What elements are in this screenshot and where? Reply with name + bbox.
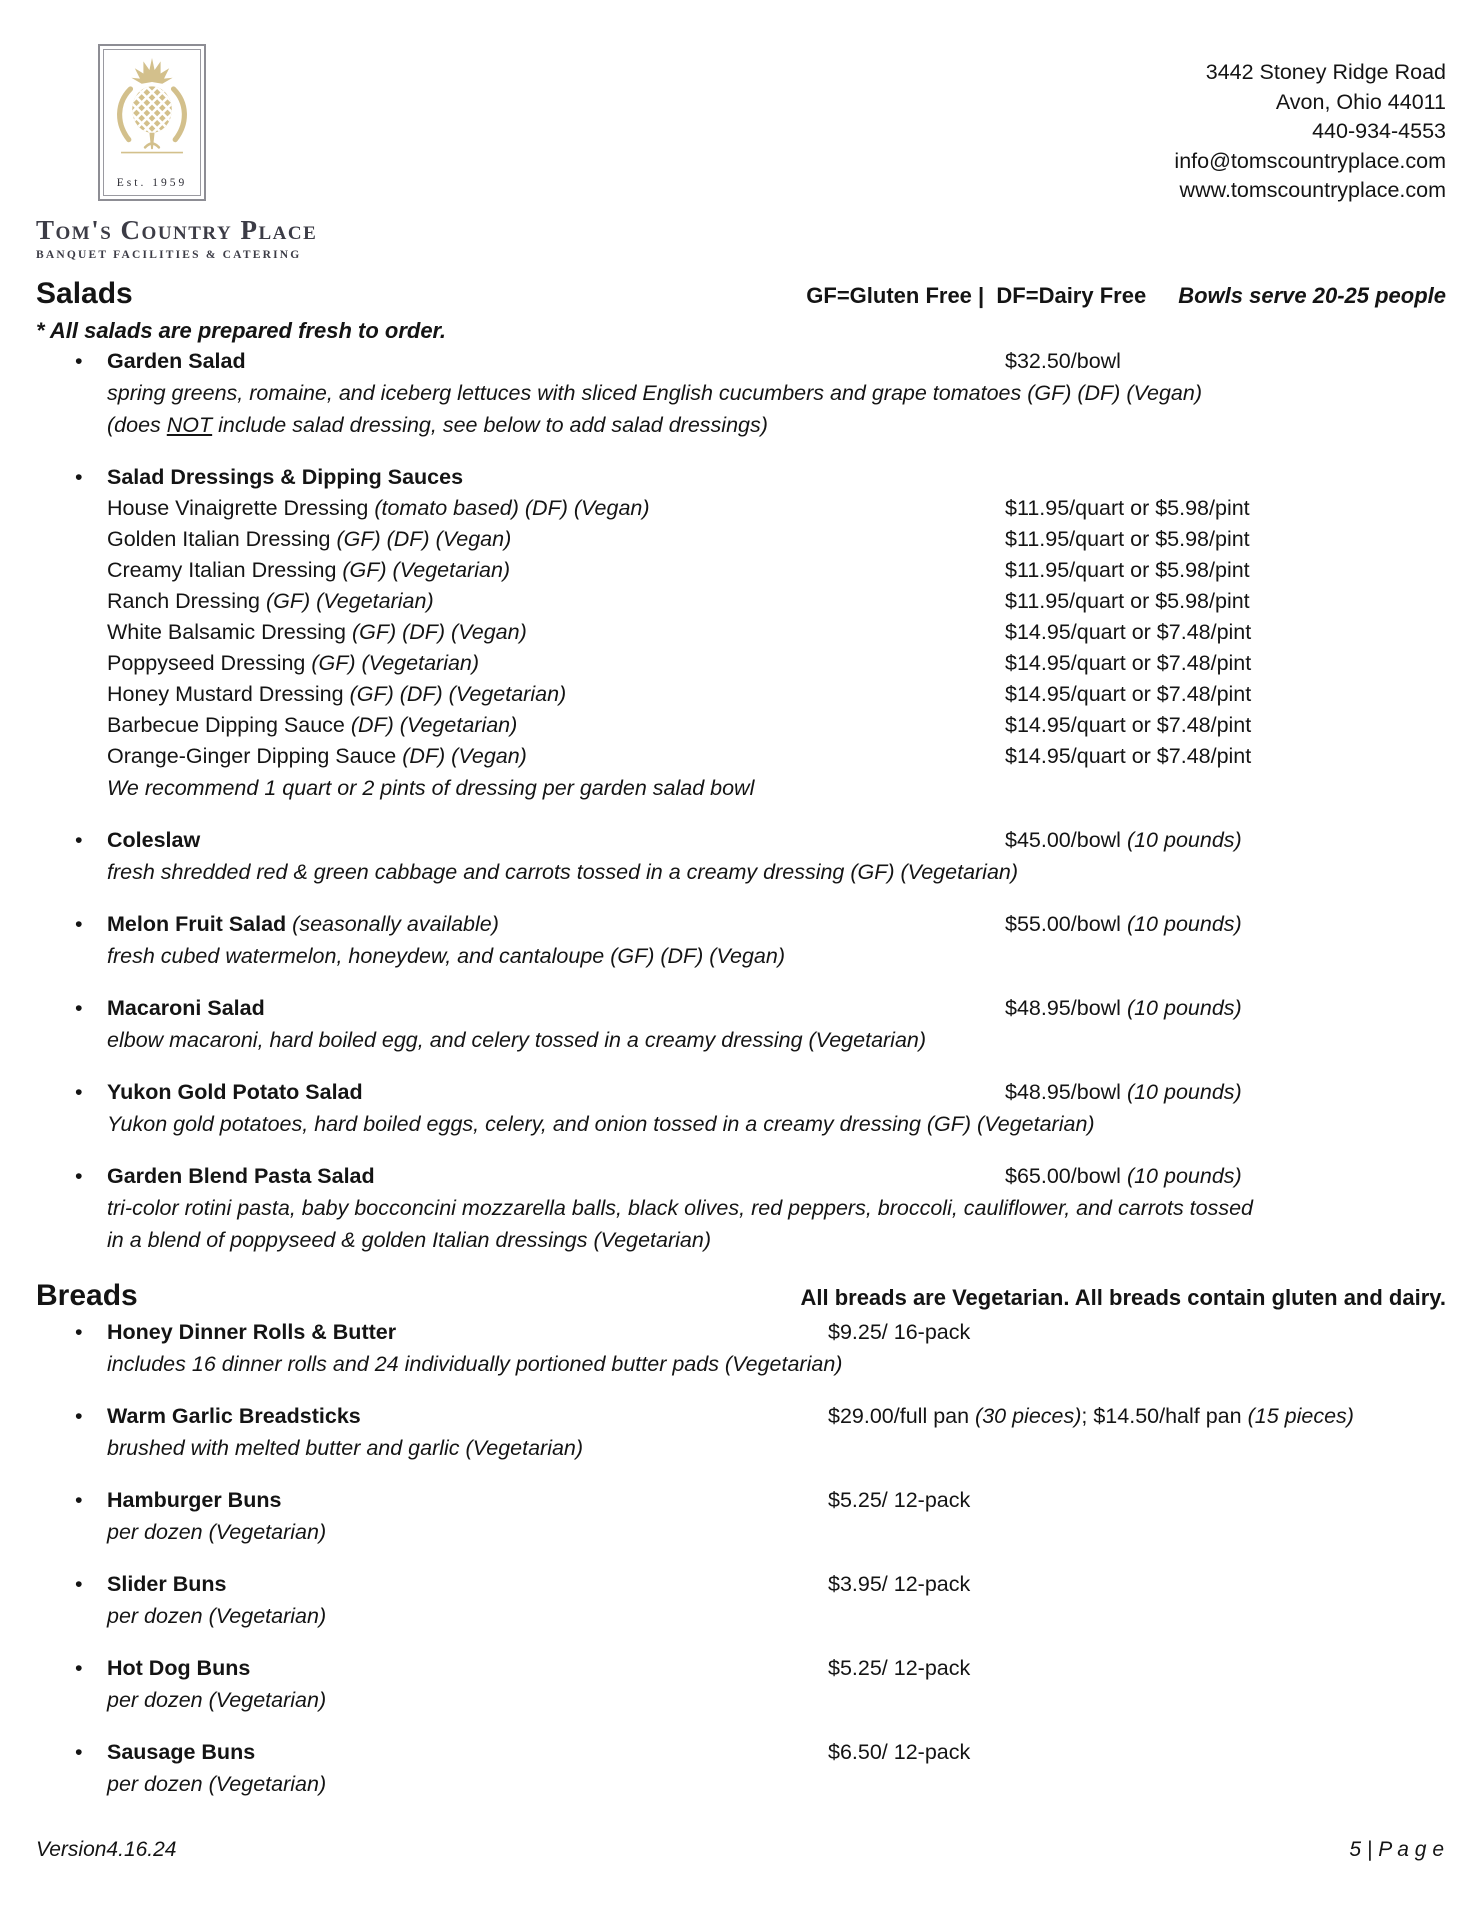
menu-item bbox=[36, 1077, 1446, 1140]
menu-item-price bbox=[828, 1737, 970, 1768]
text-segment: (GF) (Vegetarian) bbox=[311, 651, 480, 675]
text-segment: $3.95/ 12-pack bbox=[828, 1572, 971, 1596]
sub-item-price bbox=[1005, 679, 1251, 710]
sub-item-name bbox=[107, 527, 511, 551]
text-segment: $5.25/ 12-pack bbox=[828, 1656, 971, 1680]
sub-item-name bbox=[107, 682, 566, 706]
bullet-icon bbox=[75, 1317, 83, 1348]
menu-item-name: Slider Buns bbox=[107, 1572, 227, 1596]
text-segment: elbow macaroni, hard boiled egg, and celery tossed in a creamy dressing (Vegetarian) bbox=[107, 1028, 927, 1052]
menu-item-description bbox=[36, 1684, 1446, 1716]
menu-item-row bbox=[36, 1077, 1446, 1108]
text-segment: $11.95/quart or $5.98/pint bbox=[1005, 496, 1250, 520]
text-segment: (GF) (Vegetarian) bbox=[342, 558, 511, 582]
menu-item-description bbox=[36, 1024, 1446, 1056]
text-segment: Honey Mustard Dressing bbox=[107, 682, 350, 706]
menu-item-row bbox=[36, 462, 1446, 493]
menu-item-name: Honey Dinner Rolls & Butter bbox=[107, 1320, 397, 1344]
menu-item bbox=[36, 1569, 1446, 1632]
text-segment: (GF) (DF) (Vegan) bbox=[351, 620, 527, 644]
text-segment: Ranch Dressing bbox=[107, 589, 266, 613]
menu-item-description bbox=[36, 377, 1446, 409]
menu-item-row bbox=[36, 1317, 1446, 1348]
text-segment: Poppyseed Dressing bbox=[107, 651, 312, 675]
text-segment: $11.95/quart or $5.98/pint bbox=[1005, 558, 1250, 582]
text-segment: NOT bbox=[166, 413, 213, 437]
menu-item-row bbox=[36, 1569, 1446, 1600]
text-segment: fresh cubed watermelon, honeydew, and cantaloupe (GF) (DF) (Vegan) bbox=[107, 944, 785, 968]
menu-item-price bbox=[828, 1653, 970, 1684]
menu-item-name: Hot Dog Buns bbox=[107, 1656, 251, 1680]
menu-item-description bbox=[36, 1432, 1446, 1464]
text-segment: (does bbox=[107, 413, 167, 437]
text-segment: ; $14.50/half pan bbox=[1081, 1404, 1248, 1428]
bullet-icon bbox=[75, 1737, 83, 1768]
sub-item-row bbox=[36, 741, 1446, 772]
menu-item-name: Warm Garlic Breadsticks bbox=[107, 1404, 361, 1428]
menu-item-description bbox=[36, 940, 1446, 972]
menu-item-row bbox=[36, 1401, 1446, 1432]
text-segment: Yukon gold potatoes, hard boiled eggs, celery, and onion tossed in a creamy dressing (GF) (Vegetarian) bbox=[107, 1112, 1095, 1136]
menu-item-description bbox=[36, 1600, 1446, 1632]
bullet-icon bbox=[75, 1653, 83, 1684]
text-segment: (15 pieces) bbox=[1247, 1404, 1354, 1428]
text-segment: includes 16 dinner rolls and 24 individually portioned butter pads (Vegetarian) bbox=[107, 1352, 843, 1376]
menu-item-row bbox=[36, 1653, 1446, 1684]
text-segment: $14.95/quart or $7.48/pint bbox=[1005, 744, 1252, 768]
text-segment: per dozen (Vegetarian) bbox=[107, 1688, 327, 1712]
text-segment: $9.25/ 16-pack bbox=[828, 1320, 971, 1344]
menu-item bbox=[36, 1653, 1446, 1716]
sub-item-row bbox=[36, 493, 1446, 524]
sub-item-row bbox=[36, 555, 1446, 586]
bullet-icon bbox=[75, 1401, 83, 1432]
menu-item-name: Melon Fruit Salad bbox=[107, 912, 287, 936]
text-segment: (10 pounds) bbox=[1126, 996, 1242, 1020]
text-segment: $14.95/quart or $7.48/pint bbox=[1005, 651, 1252, 675]
menu-item-name: Salad Dressings & Dipping Sauces bbox=[107, 465, 464, 489]
menu-item bbox=[36, 993, 1446, 1056]
contact-line: info@tomscountryplace.com bbox=[1174, 148, 1446, 173]
menu-item bbox=[36, 1317, 1446, 1380]
text-segment: Creamy Italian Dressing bbox=[107, 558, 343, 582]
menu-item-price bbox=[828, 1569, 970, 1600]
sub-item-price bbox=[1005, 617, 1251, 648]
sub-item-row bbox=[36, 648, 1446, 679]
version-label: Version4.16.24 bbox=[36, 1838, 177, 1861]
sub-item-name bbox=[107, 651, 479, 675]
brand-name: Tom's Country Place bbox=[36, 215, 318, 245]
menu-item-description bbox=[36, 409, 1446, 441]
text-segment: $65.00/bowl bbox=[1005, 1164, 1127, 1188]
text-segment: tri-color rotini pasta, baby bocconcini mozzarella balls, black olives, red peppers, broccoli, cauliflower, and carrots tossed bbox=[107, 1196, 1254, 1220]
text-segment: $45.00/bowl bbox=[1005, 828, 1127, 852]
text-segment: (10 pounds) bbox=[1126, 1080, 1242, 1104]
sub-item-price bbox=[1005, 741, 1251, 772]
menu-item bbox=[36, 909, 1446, 972]
menu-item-name: Macaroni Salad bbox=[107, 996, 265, 1020]
menu-item bbox=[36, 1737, 1446, 1800]
bullet-icon bbox=[75, 1161, 83, 1192]
text-segment: White Balsamic Dressing bbox=[107, 620, 352, 644]
salads-section-header bbox=[36, 275, 1446, 315]
breads-section-header bbox=[36, 1277, 1446, 1317]
sub-item-price bbox=[1005, 586, 1250, 617]
text-segment: $29.00/full pan bbox=[828, 1404, 976, 1428]
sub-item-price bbox=[1005, 555, 1250, 586]
sub-item-price bbox=[1005, 493, 1250, 524]
salads-item-list bbox=[36, 346, 1446, 1256]
menu-item-row bbox=[36, 346, 1446, 377]
brand-subtitle: BANQUET FACILITIES & CATERING bbox=[36, 249, 302, 261]
menu-item-name-note: (seasonally available) bbox=[286, 912, 499, 936]
text-segment: Golden Italian Dressing bbox=[107, 527, 337, 551]
menu-item-row bbox=[36, 825, 1446, 856]
text-segment: $14.95/quart or $7.48/pint bbox=[1005, 682, 1252, 706]
text-segment: $11.95/quart or $5.98/pint bbox=[1005, 527, 1250, 551]
menu-item-row bbox=[36, 993, 1446, 1024]
pineapple-icon bbox=[109, 56, 195, 170]
text-segment: House Vinaigrette Dressing bbox=[107, 496, 375, 520]
menu-item-name: Garden Salad bbox=[107, 349, 246, 373]
text-segment: (10 pounds) bbox=[1126, 1164, 1242, 1188]
page-footer bbox=[36, 1838, 1444, 1862]
text-segment: $48.95/bowl bbox=[1005, 996, 1127, 1020]
contact-line: 440-934-4553 bbox=[1312, 119, 1446, 143]
menu-item-name: Yukon Gold Potato Salad bbox=[107, 1080, 363, 1104]
bullet-icon bbox=[75, 346, 83, 377]
text-segment: (GF) (DF) (Vegan) bbox=[336, 527, 512, 551]
sub-item-price bbox=[1005, 710, 1251, 741]
menu-item-price bbox=[1005, 909, 1242, 940]
text-segment: per dozen (Vegetarian) bbox=[107, 1520, 327, 1544]
text-segment: $48.95/bowl bbox=[1005, 1080, 1127, 1104]
text-segment: Barbecue Dipping Sauce bbox=[107, 713, 351, 737]
text-segment: $55.00/bowl bbox=[1005, 912, 1127, 936]
sub-item-row bbox=[36, 617, 1446, 648]
bullet-icon bbox=[75, 1077, 83, 1108]
menu-item-name: Sausage Buns bbox=[107, 1740, 256, 1764]
text-segment: fresh shredded red & green cabbage and carrots tossed in a creamy dressing (GF) (Vegetarian) bbox=[107, 860, 1019, 884]
bullet-icon bbox=[75, 1485, 83, 1516]
sub-item-name bbox=[107, 558, 510, 582]
sub-item-row bbox=[36, 679, 1446, 710]
menu-item-price bbox=[828, 1485, 970, 1516]
bullet-icon bbox=[75, 909, 83, 940]
bullet-icon bbox=[75, 1569, 83, 1600]
sub-item-name bbox=[107, 620, 527, 644]
salads-fresh-note: * All salads are prepared fresh to order. bbox=[36, 318, 447, 343]
sub-item-row bbox=[36, 524, 1446, 555]
breads-title: Breads bbox=[36, 1279, 138, 1312]
sub-item-name bbox=[107, 589, 434, 613]
menu-item-description bbox=[36, 1516, 1446, 1548]
sub-item-row bbox=[36, 710, 1446, 741]
menu-item bbox=[36, 1161, 1446, 1256]
text-segment: (GF) (Vegetarian) bbox=[265, 589, 434, 613]
logo-frame bbox=[98, 44, 206, 201]
dietary-legend: GF=Gluten Free | DF=Dairy Free bbox=[806, 283, 1147, 308]
text-segment: (tomato based) (DF) (Vegan) bbox=[374, 496, 650, 520]
menu-item-price bbox=[1005, 993, 1242, 1024]
text-segment: We recommend 1 quart or 2 pints of dressing per garden salad bowl bbox=[107, 776, 755, 800]
menu-item-price bbox=[828, 1317, 970, 1348]
sub-item-name bbox=[107, 713, 517, 737]
text-segment: include salad dressing, see below to add salad dressings) bbox=[212, 413, 768, 437]
sub-item-price bbox=[1005, 524, 1250, 555]
text-segment: (DF) (Vegan) bbox=[402, 744, 527, 768]
text-segment: brushed with melted butter and garlic (Vegetarian) bbox=[107, 1436, 584, 1460]
contact-block bbox=[1174, 44, 1446, 206]
menu-item bbox=[36, 1401, 1446, 1464]
text-segment: spring greens, romaine, and iceberg lettuces with sliced English cucumbers and grape tomatoes (GF) (DF) (Vegan) bbox=[107, 381, 1203, 405]
sub-item-row bbox=[36, 586, 1446, 617]
bullet-icon bbox=[75, 462, 83, 493]
menu-item-name: Coleslaw bbox=[107, 828, 201, 852]
menu-item-price bbox=[1005, 1161, 1242, 1192]
text-segment: (10 pounds) bbox=[1126, 912, 1242, 936]
menu-item-price bbox=[828, 1401, 1354, 1432]
menu-item bbox=[36, 825, 1446, 888]
text-segment: in a blend of poppyseed & golden Italian dressings (Vegetarian) bbox=[107, 1228, 711, 1252]
text-segment: per dozen (Vegetarian) bbox=[107, 1772, 327, 1796]
page-number: 5 | P a g e bbox=[1349, 1838, 1444, 1861]
menu-item-price bbox=[1005, 1077, 1242, 1108]
page-header bbox=[36, 0, 1446, 261]
contact-line: Avon, Ohio 44011 bbox=[1275, 89, 1446, 114]
text-segment: $5.25/ 12-pack bbox=[828, 1488, 971, 1512]
text-segment: (10 pounds) bbox=[1126, 828, 1242, 852]
menu-item-price bbox=[1005, 346, 1121, 377]
sub-item-price bbox=[1005, 648, 1251, 679]
menu-item bbox=[36, 462, 1446, 804]
salads-title: Salads bbox=[36, 277, 133, 310]
menu-item-description bbox=[36, 1108, 1446, 1140]
menu-item-description bbox=[36, 1768, 1446, 1800]
salads-section bbox=[36, 275, 1446, 1256]
contact-line: www.tomscountryplace.com bbox=[1179, 178, 1446, 202]
menu-item-name: Garden Blend Pasta Salad bbox=[107, 1164, 375, 1188]
bullet-icon bbox=[75, 993, 83, 1024]
text-segment: Orange-Ginger Dipping Sauce bbox=[107, 744, 403, 768]
text-segment: (30 pieces) bbox=[975, 1404, 1082, 1428]
menu-item-row bbox=[36, 1485, 1446, 1516]
text-segment: $32.50/bowl bbox=[1005, 349, 1121, 373]
logo-inner-frame bbox=[103, 49, 201, 196]
menu-item-description bbox=[36, 1224, 1446, 1256]
text-segment: $6.50/ 12-pack bbox=[828, 1740, 971, 1764]
text-segment: $14.95/quart or $7.48/pint bbox=[1005, 713, 1252, 737]
text-segment: (DF) (Vegetarian) bbox=[350, 713, 518, 737]
text-segment: $14.95/quart or $7.48/pint bbox=[1005, 620, 1252, 644]
sub-item-name bbox=[107, 744, 527, 768]
menu-item-price bbox=[1005, 825, 1242, 856]
menu-item-description bbox=[36, 856, 1446, 888]
menu-item bbox=[36, 1485, 1446, 1548]
contact-line: 3442 Stoney Ridge Road bbox=[1205, 60, 1446, 84]
logo-established-label: Est. 1959 bbox=[116, 177, 188, 189]
sub-item-name bbox=[107, 496, 650, 520]
text-segment: per dozen (Vegetarian) bbox=[107, 1604, 327, 1628]
menu-item-name: Hamburger Buns bbox=[107, 1488, 282, 1512]
menu-item-row bbox=[36, 909, 1446, 940]
bowls-serving-note: Bowls serve 20-25 people bbox=[1178, 283, 1446, 308]
menu-item-row bbox=[36, 1737, 1446, 1768]
breads-section bbox=[36, 1277, 1446, 1800]
breads-note: All breads are Vegetarian. All breads contain gluten and dairy. bbox=[800, 1285, 1446, 1310]
text-segment: $11.95/quart or $5.98/pint bbox=[1005, 589, 1250, 613]
menu-item-row bbox=[36, 1161, 1446, 1192]
breads-item-list bbox=[36, 1317, 1446, 1800]
menu-item bbox=[36, 346, 1446, 441]
menu-item-description bbox=[36, 1348, 1446, 1380]
menu-item-description bbox=[36, 1192, 1446, 1224]
bullet-icon bbox=[75, 825, 83, 856]
brand-block bbox=[36, 44, 317, 261]
menu-item-description bbox=[36, 772, 1446, 804]
text-segment: (GF) (DF) (Vegetarian) bbox=[349, 682, 567, 706]
